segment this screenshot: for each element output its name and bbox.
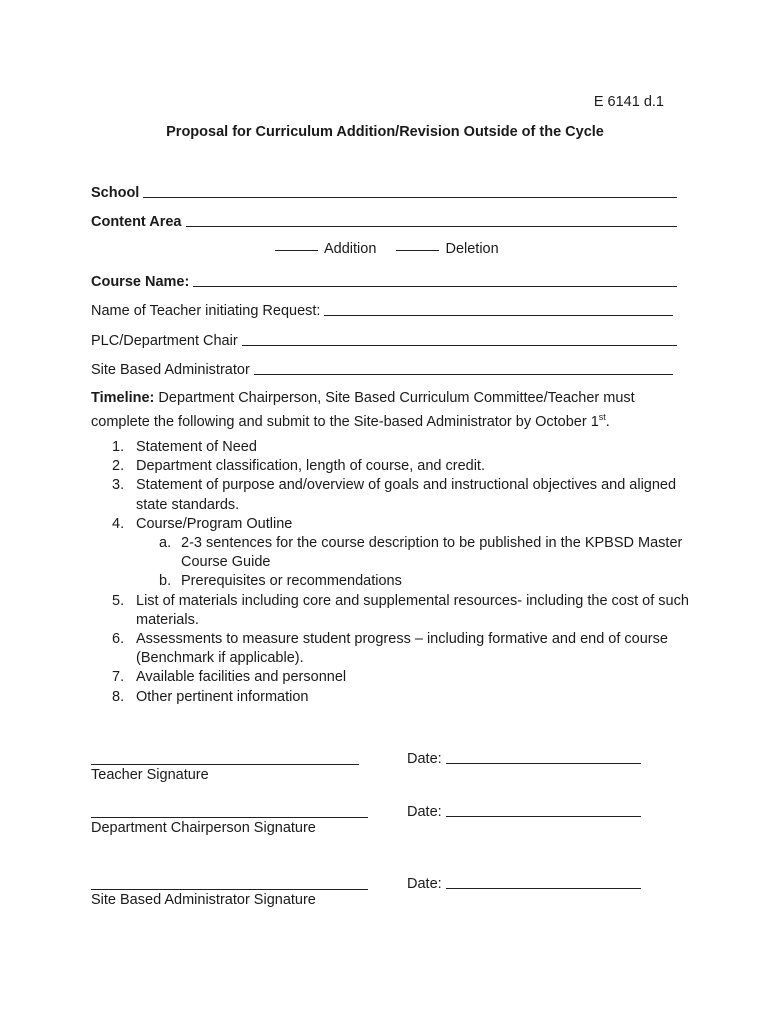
sub-list bbox=[136, 534, 691, 592]
timeline-sup: st bbox=[598, 412, 606, 422]
sub-list-letter: a. bbox=[159, 535, 172, 552]
chair-date-line[interactable] bbox=[446, 816, 641, 817]
chair-date-field[interactable] bbox=[407, 800, 641, 820]
list-number: 7. bbox=[112, 669, 125, 686]
timeline-paragraph bbox=[91, 389, 681, 432]
list-number: 5. bbox=[112, 592, 125, 609]
list-item bbox=[91, 668, 691, 687]
list-item bbox=[91, 688, 691, 707]
site-admin-field[interactable] bbox=[91, 358, 673, 378]
plc-chair-input-line[interactable] bbox=[242, 345, 677, 346]
list-text: Department classification, length of course, and credit. bbox=[136, 458, 485, 475]
list-number: 4. bbox=[112, 515, 125, 532]
admin-signature-line[interactable] bbox=[91, 889, 368, 890]
teacher-input-line[interactable] bbox=[324, 315, 673, 316]
teacher-date-field[interactable] bbox=[407, 747, 641, 767]
teacher-signature-line[interactable] bbox=[91, 764, 359, 765]
timeline-text: Department Chairperson, Site Based Curriculum Committee/Teacher must complete the following and submit to the Site-based Administrator by October 1 bbox=[91, 390, 635, 430]
site-admin-input-line[interactable] bbox=[254, 374, 673, 375]
document-id: E 6141 d.1 bbox=[593, 94, 664, 110]
course-name-input-line[interactable] bbox=[193, 286, 677, 287]
list-text: Course/Program Outline bbox=[136, 515, 293, 532]
timeline-end: . bbox=[605, 413, 610, 430]
site-admin-label: Site Based Administrator bbox=[91, 362, 250, 378]
school-label: School bbox=[91, 185, 140, 201]
admin-date-label: Date: bbox=[407, 876, 442, 892]
content-area-field[interactable] bbox=[91, 210, 677, 230]
list-number: 1. bbox=[112, 439, 125, 455]
list-item bbox=[91, 515, 691, 592]
course-name-label: Course Name: bbox=[91, 274, 190, 290]
list-number: 3. bbox=[112, 477, 125, 494]
timeline-label: Timeline: bbox=[91, 390, 155, 406]
list-item bbox=[91, 592, 691, 630]
list-number: 2. bbox=[112, 458, 125, 475]
course-name-field[interactable] bbox=[91, 270, 677, 290]
plc-chair-label: PLC/Department Chair bbox=[91, 333, 238, 349]
school-field[interactable] bbox=[91, 181, 677, 201]
teacher-field[interactable] bbox=[91, 299, 673, 319]
deletion-label: Deletion bbox=[445, 241, 499, 257]
admin-date-line[interactable] bbox=[446, 888, 641, 889]
chair-date-label: Date: bbox=[407, 804, 442, 820]
teacher-signature-label: Teacher Signature bbox=[91, 767, 209, 783]
sub-list-item bbox=[136, 534, 691, 572]
plc-chair-field[interactable] bbox=[91, 329, 677, 349]
deletion-checkbox-line[interactable] bbox=[396, 250, 439, 251]
school-input-line[interactable] bbox=[143, 197, 677, 198]
sub-list-item bbox=[136, 572, 691, 591]
list-text: Statement of Need bbox=[136, 439, 257, 455]
teacher-date-line[interactable] bbox=[446, 763, 641, 764]
chair-signature-line[interactable] bbox=[91, 817, 368, 818]
list-number: 6. bbox=[112, 631, 125, 648]
sub-list-text: Prerequisites or recommendations bbox=[181, 573, 402, 590]
document-title: Proposal for Curriculum Addition/Revision Outside of the Cycle bbox=[166, 124, 604, 140]
list-text: Statement of purpose and/overview of goals and instructional objectives and aligned state standards. bbox=[136, 477, 677, 513]
admin-date-field[interactable] bbox=[407, 872, 641, 892]
addition-deletion-row bbox=[275, 241, 499, 257]
addition-label: Addition bbox=[324, 241, 377, 257]
list-item bbox=[91, 630, 691, 668]
list-text: List of materials including core and supplemental resources- including the cost of such materials. bbox=[136, 592, 689, 628]
chair-signature-label: Department Chairperson Signature bbox=[91, 820, 316, 836]
requirements-list bbox=[91, 438, 691, 707]
teacher-date-label: Date: bbox=[407, 751, 442, 767]
content-area-label: Content Area bbox=[91, 214, 182, 230]
admin-signature-label: Site Based Administrator Signature bbox=[91, 892, 316, 908]
list-text: Available facilities and personnel bbox=[136, 669, 347, 686]
list-number: 8. bbox=[112, 688, 125, 705]
list-text: Other pertinent information bbox=[136, 688, 309, 705]
list-item bbox=[91, 457, 691, 476]
teacher-label: Name of Teacher initiating Request: bbox=[91, 303, 321, 319]
content-area-input-line[interactable] bbox=[186, 226, 678, 227]
sub-list-letter: b. bbox=[159, 573, 172, 590]
list-item bbox=[91, 438, 691, 457]
addition-checkbox-line[interactable] bbox=[275, 250, 318, 251]
list-item bbox=[91, 476, 691, 514]
sub-list-text: 2-3 sentences for the course description to be published in the KPBSD Master Course Guide bbox=[181, 535, 683, 571]
list-text: Assessments to measure student progress – including formative and end of course (Benchmark if applicable). bbox=[136, 631, 668, 667]
